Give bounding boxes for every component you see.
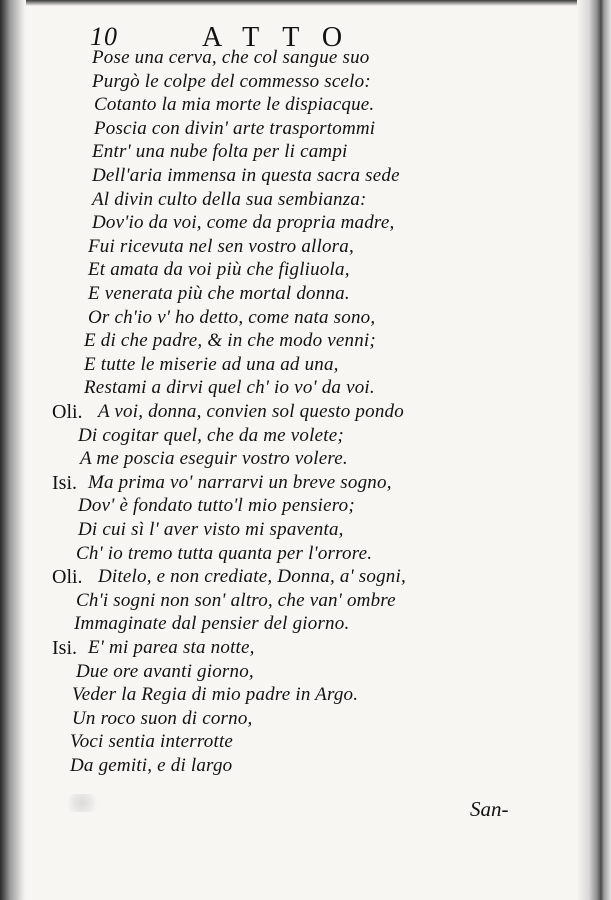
speaker-label: Oli.: [52, 401, 83, 423]
verse-line: E tutte le miserie ad una ad una,: [84, 354, 339, 375]
verse-line: Immaginate dal pensier del giorno.: [74, 613, 350, 634]
ink-smudge: [62, 794, 102, 812]
verse-line: Ma prima vo' narrarvi un breve sogno,: [88, 472, 392, 493]
verse-line: Cotanto la mia morte le dispiacque.: [94, 94, 375, 115]
verse-line: Or ch'io v' ho detto, come nata sono,: [88, 307, 376, 328]
verse-line: Pose una cerva, che col sangue suo: [92, 47, 370, 68]
verse-line: Di cogitar quel, che da me volete;: [78, 425, 344, 446]
verse-line: A me poscia eseguir vostro volere.: [80, 448, 348, 469]
speaker-label: Isi.: [52, 472, 77, 494]
verse-line: Voci sentia interrotte: [70, 731, 234, 752]
verse-line: A voi, donna, convien sol questo pondo: [98, 401, 404, 422]
verse-line: E di che padre, & in che modo venni;: [84, 330, 376, 351]
verse-line: Restami a dirvi quel ch' io vo' da voi.: [84, 377, 375, 398]
verse-line: Ch' io tremo tutta quanta per l'orrore.: [76, 543, 373, 564]
binding-gutter: [0, 0, 26, 900]
running-head: ATTO: [202, 22, 366, 53]
verse-line: Et amata da voi più che figliuola,: [88, 259, 350, 280]
verse-line: Da gemiti, e di largo: [70, 755, 233, 776]
verse-line: Ch'i sogni non son' altro, che van' ombre: [76, 590, 396, 611]
verse-line: Purgò le colpe del commesso scelo:: [92, 71, 371, 92]
verse-line: E venerata più che mortal donna.: [88, 283, 350, 304]
speaker-label: Oli.: [52, 566, 83, 588]
verse-line: Entr' una nube folta per li campi: [92, 141, 348, 162]
page-top-shadow: [0, 0, 611, 6]
page-edge: [577, 0, 611, 900]
verse-line: Veder la Regia di mio padre in Argo.: [72, 684, 359, 705]
verse-line: Due ore avanti giorno,: [76, 661, 254, 682]
page-number: 10: [90, 22, 118, 51]
verse-line: Dov'io da voi, come da propria madre,: [92, 212, 395, 233]
verse-line: Dell'aria immensa in questa sacra sede: [92, 165, 400, 186]
verse-line: Poscia con divin' arte trasportommi: [94, 118, 376, 139]
catchword: San-: [470, 797, 509, 821]
verse-line: Di cui sì l' aver visto mi spaventa,: [78, 519, 344, 540]
verse-line: Al divin culto della sua sembianza:: [92, 189, 367, 210]
verse-line: Dov' è fondato tutto'l mio pensiero;: [78, 495, 355, 516]
verse-line: Fui ricevuta nel sen vostro allora,: [88, 236, 354, 257]
verse-line: Ditelo, e non crediate, Donna, a' sogni,: [98, 566, 406, 587]
speaker-label: Isi.: [52, 637, 77, 659]
verse-line: E' mi parea sta notte,: [88, 637, 255, 658]
verse-line: Un roco suon di corno,: [72, 708, 253, 729]
